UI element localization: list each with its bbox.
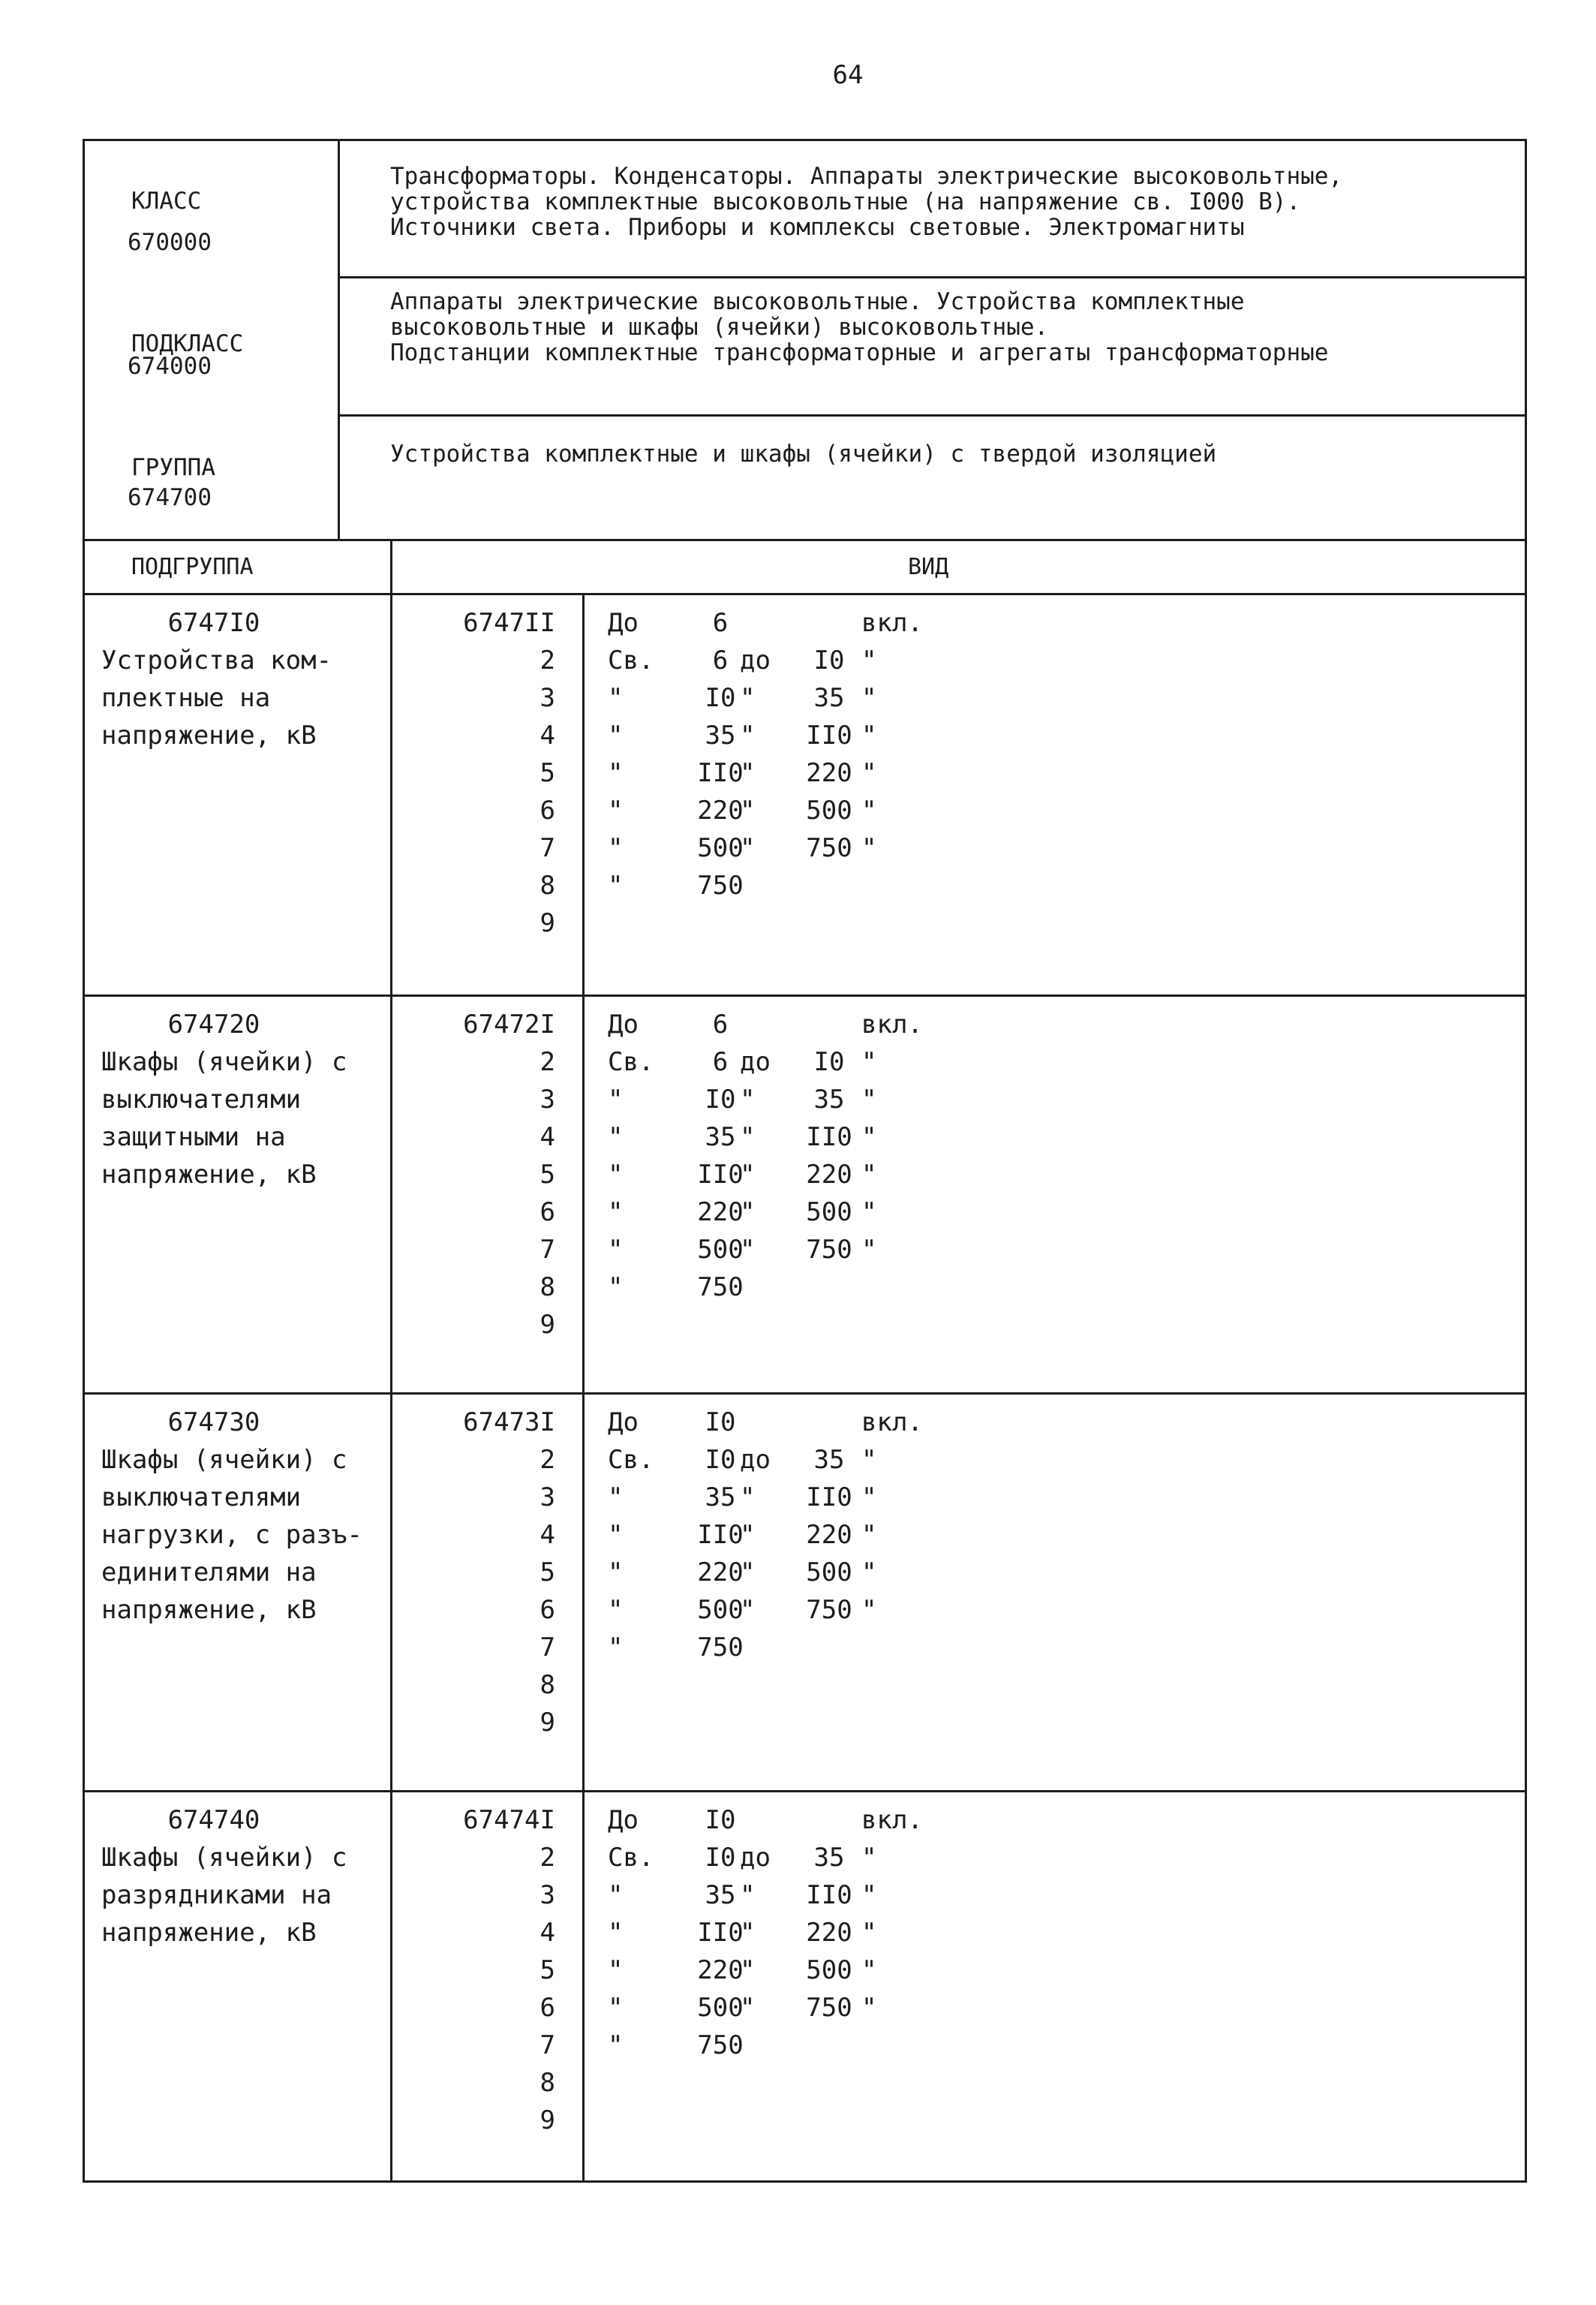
voltage-row: " 500 " 750 " bbox=[608, 833, 877, 863]
voltage-row: До I0 вкл. bbox=[608, 1407, 923, 1437]
subclass-label: ПОДКЛАСС bbox=[131, 330, 244, 357]
voltage-row: " 220 " 500 " bbox=[608, 1197, 877, 1227]
subgroup-block: 674730 Шкафы (ячейки) с выключателями нагрузки, с разъ- единителями на напряжение, кВ bbox=[101, 1404, 386, 1629]
voltage-row: " II0 " 220 " bbox=[608, 1520, 877, 1550]
kind-codes: 6747II 2 3 4 5 6 7 8 9 bbox=[463, 608, 555, 938]
voltage-row: До 6 вкл. bbox=[608, 1010, 923, 1040]
voltage-row: " 35 " II0 " bbox=[608, 1482, 877, 1512]
voltage-row: " 35 " II0 " bbox=[608, 1122, 877, 1152]
kind-codes: 67474I 2 3 4 5 6 7 8 9 bbox=[463, 1805, 555, 2135]
subgroup-code: 674740 bbox=[167, 1805, 260, 1835]
voltage-row: До I0 вкл. bbox=[608, 1805, 923, 1835]
subclass-code: 674000 bbox=[128, 353, 212, 380]
voltage-row: " 220 " 500 " bbox=[608, 1557, 877, 1587]
column-header-kind: ВИД bbox=[908, 554, 949, 580]
voltage-row: " I0 " 35 " bbox=[608, 683, 877, 713]
voltage-row: " II0 " 220 " bbox=[608, 1918, 877, 1948]
voltage-row: Св. 6 до I0 " bbox=[608, 645, 877, 676]
group-description: Устройства комплектные и шкафы (ячейки) с твердой изоляцией bbox=[390, 441, 1217, 468]
class-label: КЛАСС bbox=[131, 188, 202, 215]
voltage-row: " 750 bbox=[608, 871, 744, 901]
column-header-subgroup: ПОДГРУППА bbox=[131, 554, 254, 580]
voltage-row: " 500 " 750 " bbox=[608, 1235, 877, 1265]
voltage-row: " I0 " 35 " bbox=[608, 1085, 877, 1115]
voltage-row: " II0 " 220 " bbox=[608, 1160, 877, 1190]
voltage-row: Св. I0 до 35 " bbox=[608, 1445, 877, 1475]
voltage-row: Св. 6 до I0 " bbox=[608, 1047, 877, 1077]
voltage-row: " 35 " II0 " bbox=[608, 1880, 877, 1910]
voltage-row: До 6 вкл. bbox=[608, 608, 923, 638]
subgroup-code: 674730 bbox=[167, 1407, 260, 1437]
subgroup-code: 6747I0 bbox=[167, 608, 260, 638]
voltage-row: " 500 " 750 " bbox=[608, 1595, 877, 1625]
voltage-row: " 220 " 500 " bbox=[608, 796, 877, 826]
group-label: ГРУППА bbox=[131, 454, 215, 481]
kind-codes: 67472I 2 3 4 5 6 7 8 9 bbox=[463, 1010, 555, 1340]
subgroup-block: 674740 Шкафы (ячейки) с разрядниками на напряжение, кВ bbox=[101, 1801, 386, 1951]
voltage-row: Св. I0 до 35 " bbox=[608, 1843, 877, 1873]
voltage-ranges bbox=[608, 1404, 983, 1666]
subgroup-block: 6747I0 Устройства ком- плектные на напряжение, кВ bbox=[101, 604, 386, 754]
class-code: 670000 bbox=[128, 229, 212, 256]
voltage-row: " 35 " II0 " bbox=[608, 721, 877, 751]
voltage-row: " 750 bbox=[608, 2030, 744, 2060]
page-number: 64 bbox=[832, 60, 864, 90]
group-code: 674700 bbox=[128, 484, 212, 511]
voltage-row: " 500 " 750 " bbox=[608, 1993, 877, 2023]
voltage-row: " II0 " 220 " bbox=[608, 758, 877, 788]
voltage-row: " 220 " 500 " bbox=[608, 1955, 877, 1985]
voltage-ranges bbox=[608, 604, 983, 904]
voltage-ranges bbox=[608, 1006, 983, 1306]
voltage-row: " 750 bbox=[608, 1272, 744, 1302]
voltage-ranges bbox=[608, 1801, 983, 2064]
subclass-description: Аппараты электрические высоковольтные. Устройства комплектные высоковольтные и шкафы (ячейки) высоковольтные. Подстанции комплектные трансформаторные и агрегаты трансформаторные bbox=[390, 288, 1329, 366]
voltage-row: " 750 bbox=[608, 1632, 744, 1663]
class-description: Трансформаторы. Конденсаторы. Аппараты электрические высоковольтные, устройства комплектные высоковольтные (на напряжение св. I000 В). Источники света. Приборы и комплексы световые. Электромагниты bbox=[390, 163, 1343, 241]
kind-codes: 67473I 2 3 4 5 6 7 8 9 bbox=[463, 1407, 555, 1738]
subgroup-code: 674720 bbox=[167, 1010, 260, 1040]
subgroup-block: 674720 Шкафы (ячейки) с выключателями защитными на напряжение, кВ bbox=[101, 1006, 386, 1193]
